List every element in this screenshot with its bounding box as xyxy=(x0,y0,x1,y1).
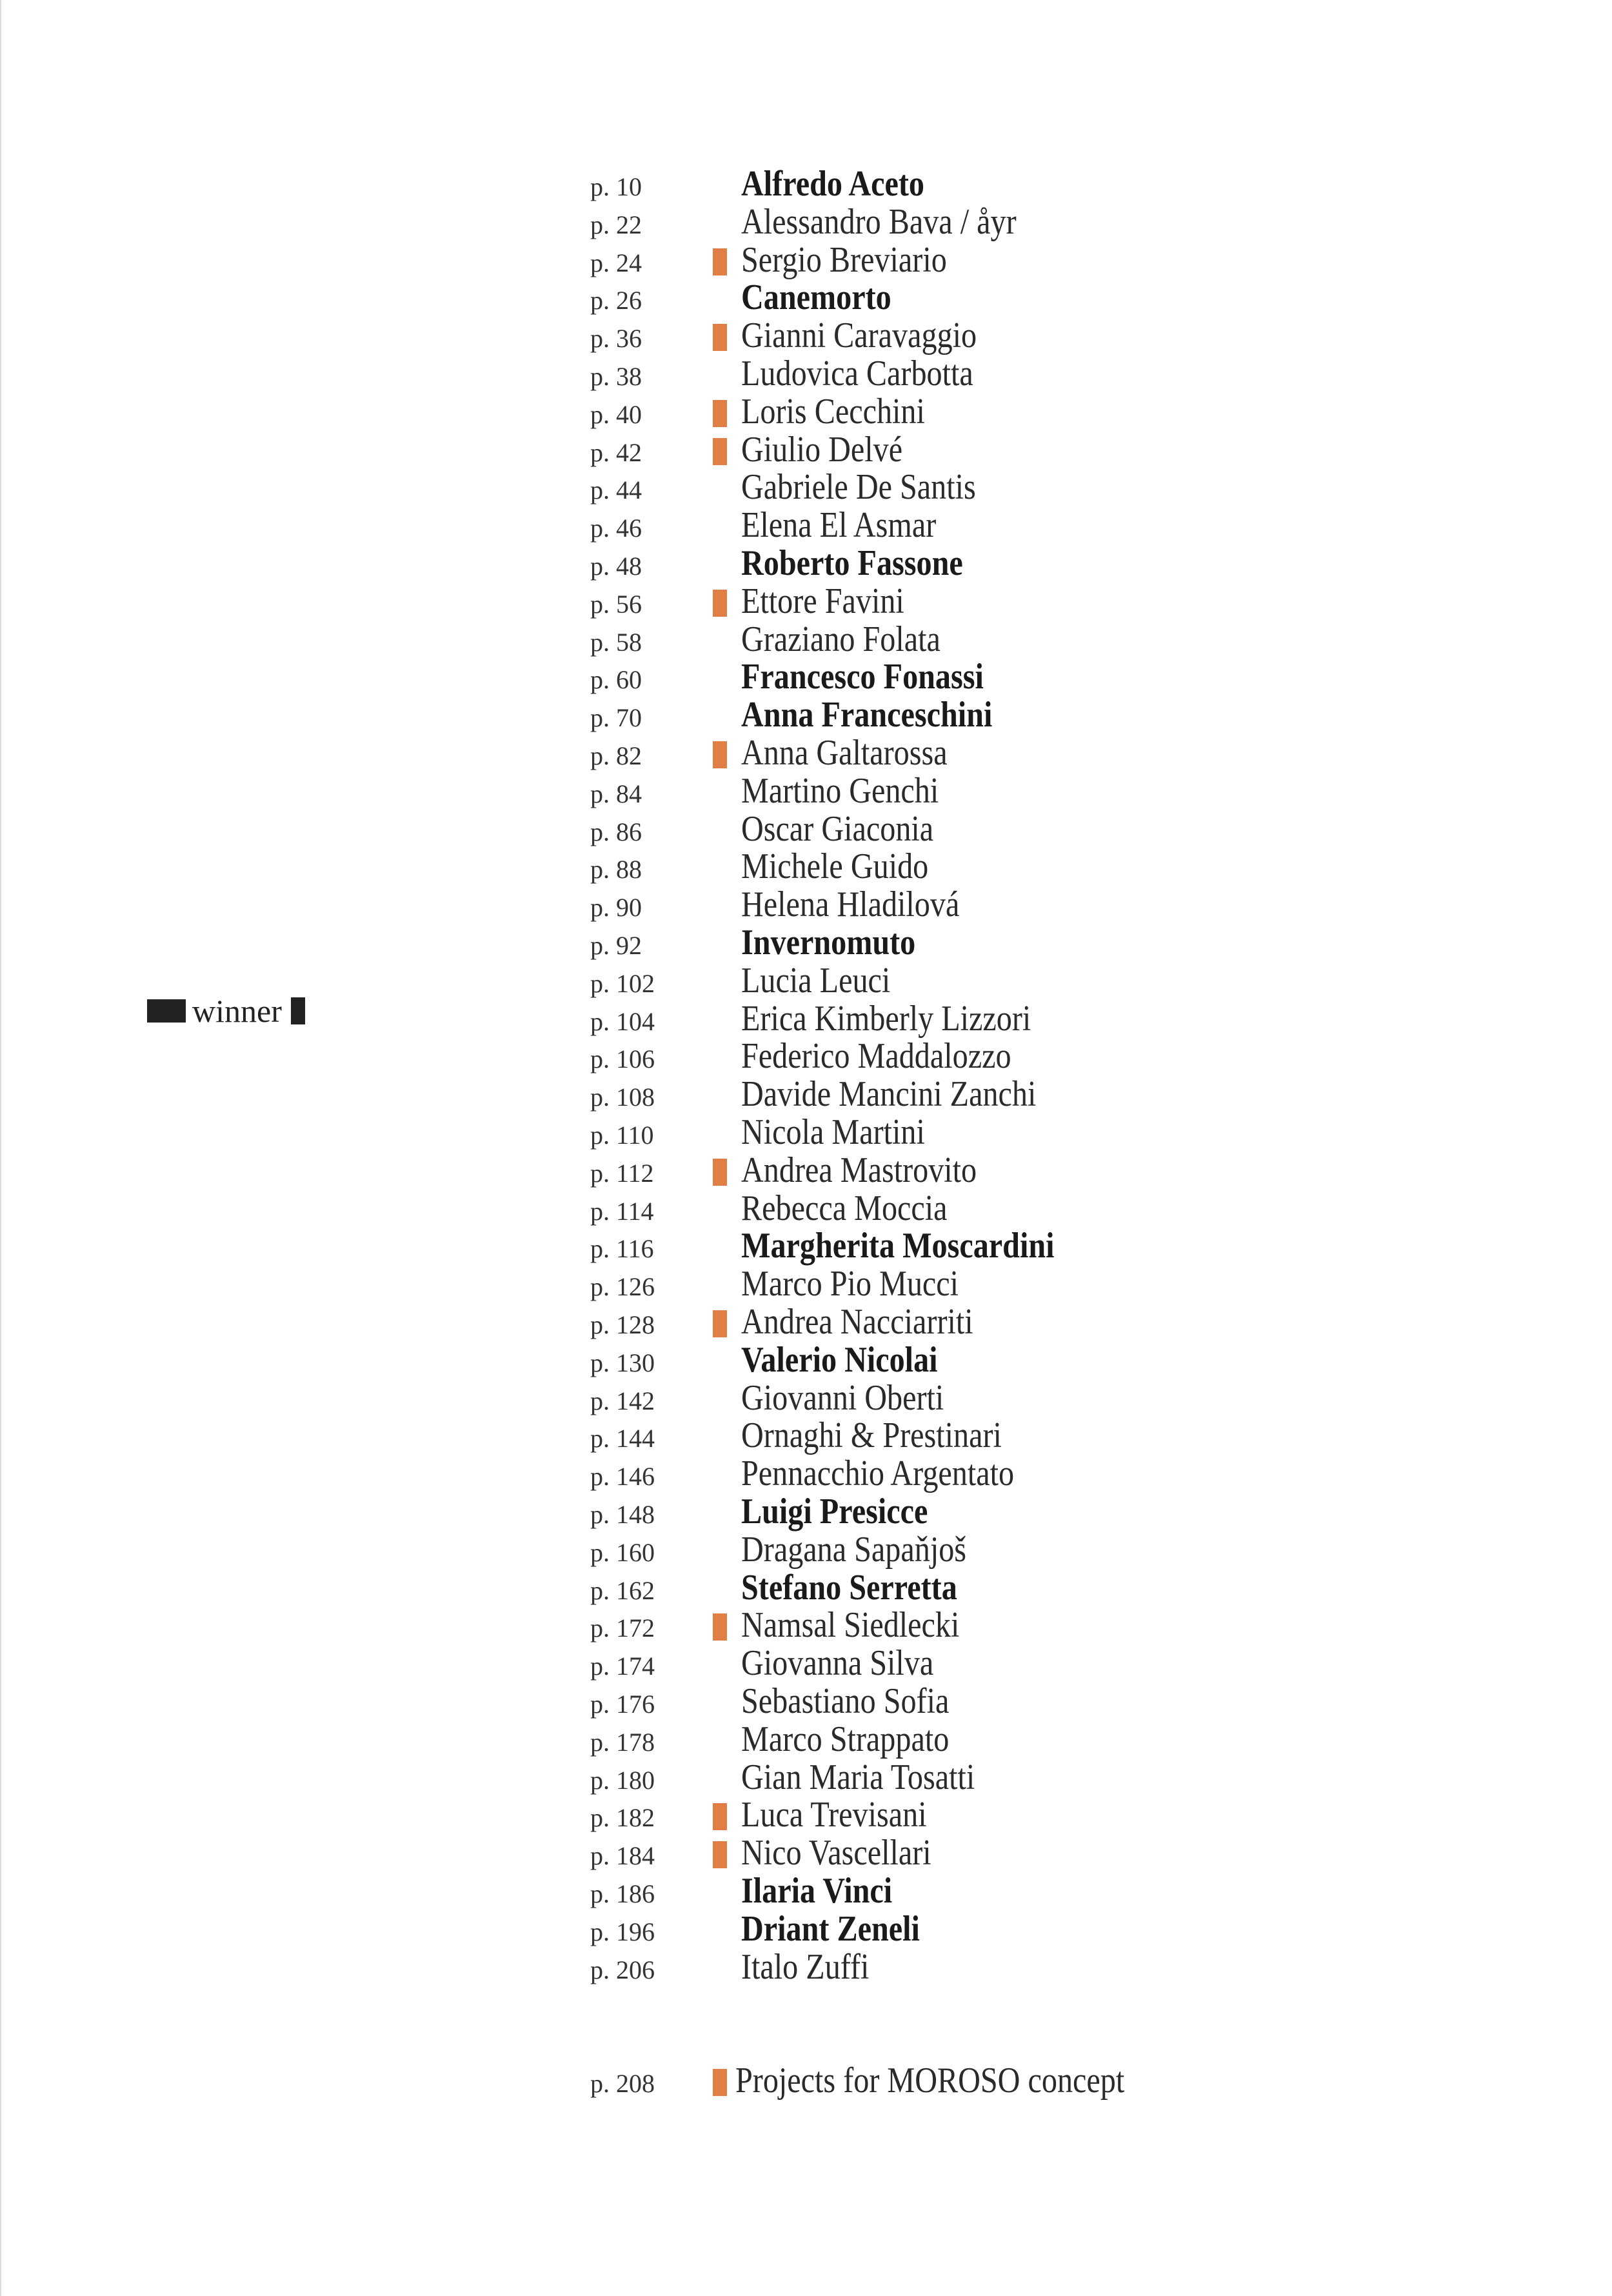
artist-name: Loris Cecchini xyxy=(741,392,925,432)
artist-name: Luca Trevisani xyxy=(741,1795,927,1835)
orange-marker-icon xyxy=(713,400,727,427)
index-entry[interactable] xyxy=(0,432,1612,470)
artist-name: Sebastiano Sofia xyxy=(741,1681,950,1721)
index-entry[interactable] xyxy=(0,846,1612,886)
page-number: p. 92 xyxy=(590,931,642,960)
artist-name: Ettore Favini xyxy=(741,581,904,621)
winner-artist-name: Margherita Moscardini xyxy=(741,1226,1055,1266)
index-entry[interactable] xyxy=(0,1873,1612,1911)
index-entry[interactable] xyxy=(0,619,1612,659)
page-number: p. 48 xyxy=(590,552,642,581)
winner-artist-name: Valerio Nicolai xyxy=(741,1340,938,1380)
artist-name: Marco Pio Mucci xyxy=(741,1264,959,1304)
artist-name: Marco Strappato xyxy=(741,1719,950,1759)
index-entry[interactable] xyxy=(0,1643,1612,1683)
orange-marker-icon xyxy=(713,590,727,617)
artist-name: Dragana Sapaňjoš xyxy=(741,1530,967,1570)
index-entry[interactable] xyxy=(0,1036,1612,1076)
artist-name: Federico Maddalozzo xyxy=(741,1036,1011,1076)
page-number: p. 174 xyxy=(590,1652,655,1681)
artist-name: Andrea Nacciarriti xyxy=(741,1302,973,1342)
footer-entry[interactable] xyxy=(0,2063,1612,2101)
orange-marker-icon xyxy=(713,1613,727,1641)
index-entry[interactable] xyxy=(0,356,1612,394)
artist-name: Gabriele De Santis xyxy=(741,467,976,507)
artist-name: Namsal Siedlecki xyxy=(741,1605,960,1645)
page-number: p. 206 xyxy=(590,1955,655,1984)
index-entry[interactable] xyxy=(0,1150,1612,1190)
index-entry[interactable] xyxy=(0,884,1612,924)
index-entry[interactable] xyxy=(0,1909,1612,1949)
index-entry[interactable] xyxy=(0,1074,1612,1114)
page-number: p. 86 xyxy=(590,817,642,846)
index-entry[interactable] xyxy=(0,315,1612,355)
artist-name: Giovanni Oberti xyxy=(741,1378,944,1418)
page-number: p. 142 xyxy=(590,1386,655,1415)
winner-artist-name: Francesco Fonassi xyxy=(741,657,984,697)
index-entry[interactable] xyxy=(0,1835,1612,1873)
page-number: p. 40 xyxy=(590,400,642,429)
page-number: p. 110 xyxy=(590,1121,654,1150)
index-entry[interactable] xyxy=(0,240,1612,280)
page-number: p. 176 xyxy=(590,1690,655,1719)
index-entry[interactable] xyxy=(0,963,1612,1001)
page-number: p. 172 xyxy=(590,1613,655,1642)
page-number: p. 114 xyxy=(590,1197,654,1226)
index-entry[interactable] xyxy=(0,1112,1612,1152)
page-number: p. 178 xyxy=(590,1728,655,1757)
page-number: p. 162 xyxy=(590,1576,655,1605)
artist-name: Giovanna Silva xyxy=(741,1643,934,1683)
artist-name: Ludovica Carbotta xyxy=(741,354,973,394)
orange-marker-icon xyxy=(713,741,727,768)
winner-artist-name: Alfredo Aceto xyxy=(741,164,924,204)
page-number: p. 126 xyxy=(590,1272,655,1301)
page-number: p. 60 xyxy=(590,665,642,694)
page-number: p. 46 xyxy=(590,514,642,543)
index-entry[interactable] xyxy=(0,1719,1612,1759)
orange-marker-icon xyxy=(713,1310,727,1337)
page-number: p. 116 xyxy=(590,1234,654,1263)
page-number: p. 82 xyxy=(590,741,642,770)
artist-name: Andrea Mastrovito xyxy=(741,1150,977,1190)
index-entry[interactable] xyxy=(0,1453,1612,1493)
index-entry[interactable] xyxy=(0,1304,1612,1342)
page-number: p. 108 xyxy=(590,1083,655,1112)
footer-section-title: Projects for MOROSO concept xyxy=(735,2061,1125,2101)
page-number: p. 182 xyxy=(590,1803,655,1832)
artist-name: Ornaghi & Prestinari xyxy=(741,1415,1002,1455)
orange-marker-icon xyxy=(713,1803,727,1830)
index-entry[interactable] xyxy=(0,1494,1612,1532)
artist-name: Graziano Folata xyxy=(741,619,940,659)
page-number: p. 26 xyxy=(590,286,642,315)
page-number: p. 70 xyxy=(590,703,642,732)
winner-legend-label: winner xyxy=(192,993,282,1029)
page-number: p. 148 xyxy=(590,1500,655,1529)
page-number: p. 106 xyxy=(590,1044,655,1073)
winner-artist-name: Luigi Presicce xyxy=(741,1492,928,1532)
orange-marker-icon xyxy=(713,1159,727,1186)
page-number: p. 24 xyxy=(590,248,642,277)
artist-name: Giulio Delvé xyxy=(741,430,903,470)
page-number: p. 84 xyxy=(590,779,642,808)
page-number: p. 38 xyxy=(590,362,642,391)
index-entry[interactable] xyxy=(0,735,1612,773)
orange-marker-icon xyxy=(713,324,727,351)
index-entry[interactable] xyxy=(0,394,1612,432)
page-number: p. 42 xyxy=(590,438,642,467)
index-entry[interactable] xyxy=(0,1228,1612,1266)
index-entry[interactable] xyxy=(0,1001,1612,1039)
orange-marker-icon xyxy=(713,1841,727,1868)
index-entry[interactable] xyxy=(0,1415,1612,1455)
page-number: p. 104 xyxy=(590,1007,655,1036)
index-entry[interactable] xyxy=(0,581,1612,621)
index-entry[interactable] xyxy=(0,1947,1612,1987)
page-number: p. 36 xyxy=(590,324,642,353)
page-number: p. 184 xyxy=(590,1841,655,1870)
index-entry[interactable] xyxy=(0,1378,1612,1418)
page-number: p. 130 xyxy=(590,1348,655,1377)
orange-marker-icon xyxy=(713,248,727,275)
page-number: p. 128 xyxy=(590,1310,655,1339)
artist-name: Oscar Giaconia xyxy=(741,809,934,849)
winner-artist-name: Invernomuto xyxy=(741,923,916,963)
page-number: p. 146 xyxy=(590,1462,655,1491)
orange-marker-icon xyxy=(713,438,727,465)
index-entry[interactable] xyxy=(0,277,1612,317)
index-entry[interactable] xyxy=(0,1570,1612,1608)
artist-name: Elena El Asmar xyxy=(741,505,937,545)
page-number: p. 44 xyxy=(590,475,642,504)
index-entry[interactable] xyxy=(0,166,1612,204)
page-number: p. 180 xyxy=(590,1766,655,1795)
index-entry[interactable] xyxy=(0,1532,1612,1570)
index-entry[interactable] xyxy=(0,1340,1612,1380)
page-number: p. 10 xyxy=(590,172,642,201)
page-number: p. 90 xyxy=(590,893,642,922)
winner-artist-name: Stefano Serretta xyxy=(741,1568,957,1608)
orange-marker-icon xyxy=(713,2069,727,2096)
artist-name: Erica Kimberly Lizzori xyxy=(741,999,1031,1039)
index-entry[interactable] xyxy=(0,543,1612,583)
artist-name: Alessandro Bava / åyr xyxy=(741,202,1017,242)
index-entry[interactable] xyxy=(0,1188,1612,1228)
artist-name: Lucia Leuci xyxy=(741,961,891,1001)
winner-artist-name: Ilaria Vinci xyxy=(741,1871,893,1911)
index-entry[interactable] xyxy=(0,505,1612,545)
page-number: p. 102 xyxy=(590,969,655,998)
winner-artist-name: Anna Franceschini xyxy=(741,695,993,735)
index-entry[interactable] xyxy=(0,1681,1612,1721)
index-entry[interactable] xyxy=(0,697,1612,735)
artist-name: Gianni Caravaggio xyxy=(741,315,977,355)
index-entry[interactable] xyxy=(0,925,1612,963)
index-entry[interactable] xyxy=(0,1266,1612,1304)
page-number: p. 22 xyxy=(590,210,642,239)
index-entry[interactable] xyxy=(0,809,1612,849)
artist-name: Rebecca Moccia xyxy=(741,1188,948,1228)
page-number: p. 186 xyxy=(590,1879,655,1908)
index-entry[interactable] xyxy=(0,1757,1612,1797)
page-number: p. 56 xyxy=(590,590,642,619)
artist-name: Italo Zuffi xyxy=(741,1947,870,1987)
artist-name: Sergio Breviario xyxy=(741,240,947,280)
index-entry[interactable] xyxy=(0,467,1612,507)
index-entry[interactable] xyxy=(0,771,1612,811)
winner-artist-name: Roberto Fassone xyxy=(741,543,963,583)
artist-name: Nicola Martini xyxy=(741,1112,925,1152)
page-number: p. 144 xyxy=(590,1424,655,1453)
artist-name: Pennacchio Argentato xyxy=(741,1453,1015,1493)
artist-name: Michele Guido xyxy=(741,846,929,886)
artist-name: Helena Hladilová xyxy=(741,884,960,924)
artist-name: Davide Mancini Zanchi xyxy=(741,1074,1037,1114)
artist-name: Gian Maria Tosatti xyxy=(741,1757,975,1797)
page-number: p. 160 xyxy=(590,1538,655,1567)
winner-artist-name: Driant Zeneli xyxy=(741,1909,920,1949)
index-entry[interactable] xyxy=(0,202,1612,242)
page-number: p. 58 xyxy=(590,628,642,657)
index-entry[interactable] xyxy=(0,1797,1612,1835)
artist-name: Martino Genchi xyxy=(741,771,939,811)
footer-page-number: p. 208 xyxy=(590,2069,655,2098)
page-number: p. 196 xyxy=(590,1917,655,1946)
index-entry[interactable] xyxy=(0,659,1612,697)
page-number: p. 88 xyxy=(590,855,642,884)
artist-name: Nico Vascellari xyxy=(741,1833,931,1873)
page-number: p. 112 xyxy=(590,1159,654,1188)
artist-name: Anna Galtarossa xyxy=(741,733,948,773)
winner-artist-name: Canemorto xyxy=(741,277,891,317)
index-entry[interactable] xyxy=(0,1605,1612,1645)
